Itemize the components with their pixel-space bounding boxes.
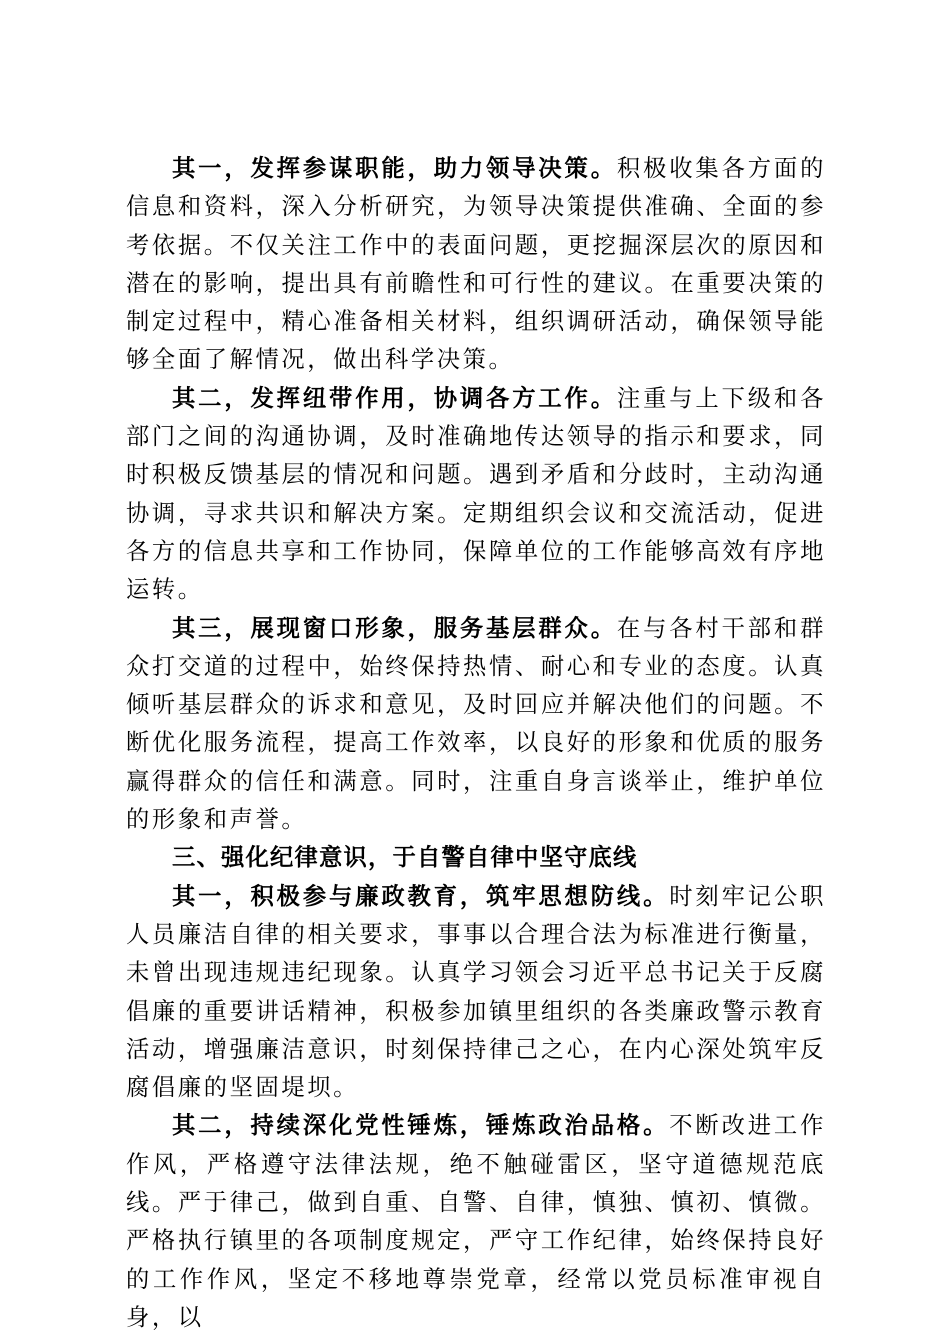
paragraph-lead: 其一，积极参与廉政教育，筑牢思想防线。	[172, 882, 670, 910]
document-page	[126, 150, 826, 1337]
paragraph-integrity-education	[126, 878, 826, 1108]
paragraph-body: 时刻牢记公职人员廉洁自律的相关要求，事事以合理合法为标准进行衡量，未曾出现违规违纪现象。认真学习领会习近平总书记关于反腐倡廉的重要讲话精神，积极参加镇里组织的各类廉政警示教育活动，增强廉洁意识，时刻保持律己之心，在内心深处筑牢反腐倡廉的坚固堤坝。	[126, 882, 826, 1102]
paragraph-role-advisor	[126, 150, 826, 380]
paragraph-role-service	[126, 610, 826, 840]
paragraph-body: 不断改进工作作风，严格遵守法律法规，绝不触碰雷区，坚守道德规范底线。严于律己，做到自重、自警、自律，慎独、慎初、慎微。严格执行镇里的各项制度规定，严守工作纪律，始终保持良好的工作作风，坚定不移地尊崇党章，经常以党员标准审视自身，以	[126, 1112, 826, 1331]
paragraph-party-spirit	[126, 1107, 826, 1337]
paragraph-lead: 其二，发挥纽带作用，协调各方工作。	[172, 384, 617, 412]
paragraph-lead: 其三，展现窗口形象，服务基层群众。	[172, 614, 617, 642]
paragraph-body: 积极收集各方面的信息和资料，深入分析研究，为领导决策提供准确、全面的参考依据。不仅关注工作中的表面问题，更挖掘深层次的原因和潜在的影响，提出具有前瞻性和可行性的建议。在重要决策的制定过程中，精心准备相关材料，组织调研活动，确保领导能够全面了解情况，做出科学决策。	[126, 155, 826, 374]
paragraph-lead: 其二，持续深化党性锤炼，锤炼政治品格。	[172, 1112, 670, 1140]
section-heading: 三、强化纪律意识，于自警自律中坚守底线	[172, 844, 638, 872]
paragraph-body: 注重与上下级和各部门之间的沟通协调，及时准确地传达领导的指示和要求，同时积极反馈基层的情况和问题。遇到矛盾和分歧时，主动沟通协调，寻求共识和解决方案。定期组织会议和交流活动，促进各方的信息共享和工作协同，保障单位的工作能够高效有序地运转。	[126, 384, 826, 604]
paragraph-lead: 其一，发挥参谋职能，助力领导决策。	[172, 155, 617, 182]
paragraph-body: 在与各村干部和群众打交道的过程中，始终保持热情、耐心和专业的态度。认真倾听基层群众的诉求和意见，及时回应并解决他们的问题。不断优化服务流程，提高工作效率，以良好的形象和优质的服务赢得群众的信任和满意。同时，注重自身言谈举止，维护单位的形象和声誉。	[126, 614, 826, 834]
paragraph-role-coordinator	[126, 380, 826, 610]
